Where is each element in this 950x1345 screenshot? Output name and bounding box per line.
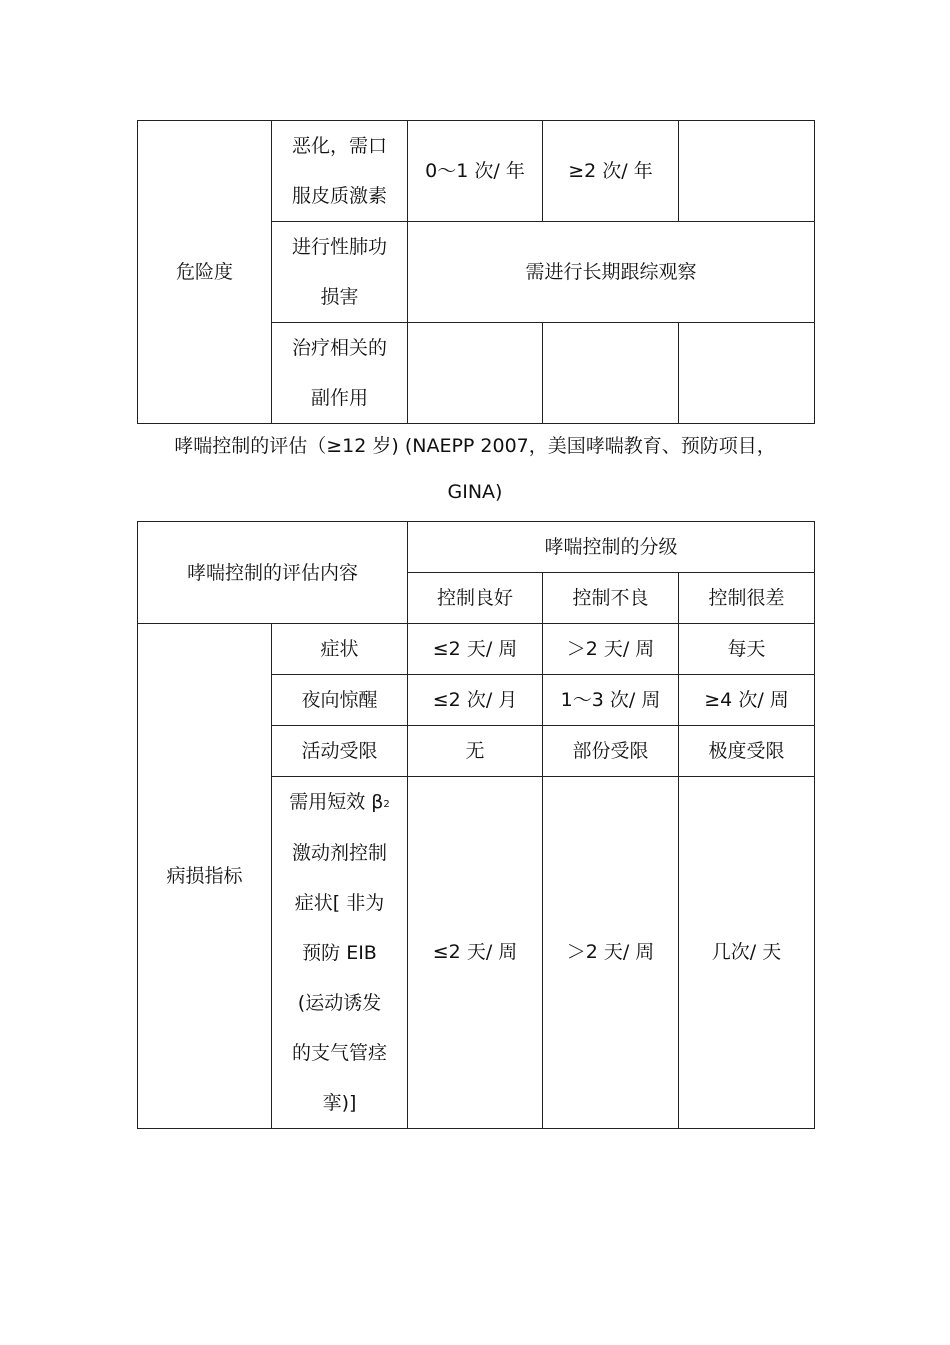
- very-poor-cell: [679, 777, 815, 1129]
- poor-cell: [543, 726, 679, 777]
- risk-good-value: 0～1 次/ 年: [425, 160, 525, 182]
- poor-header-label: 控制不良: [572, 587, 649, 609]
- poor-value: 部份受限: [572, 740, 649, 762]
- item-line: 激动剂控制: [292, 841, 388, 864]
- good-value: ≤2 天/ 周: [432, 638, 518, 660]
- risk-item-cell: [272, 121, 408, 222]
- item-label: 夜向惊醒: [301, 689, 378, 711]
- very-poor-cell: [679, 624, 815, 675]
- poor-value: ＞2 天/ 周: [566, 941, 655, 964]
- very-poor-value: 几次/ 天: [711, 941, 782, 964]
- poor-header-cell: [543, 573, 679, 624]
- risk-item-line: 进行性肺功: [291, 236, 387, 258]
- poor-value: ＞2 天/ 周: [566, 638, 655, 660]
- very-poor-cell: [679, 675, 815, 726]
- risk-good-cell: [408, 323, 543, 424]
- impairment-category-cell: [138, 624, 272, 1129]
- risk-very-poor-cell: [679, 121, 815, 222]
- good-value: ≤2 次/ 月: [432, 689, 518, 711]
- assessment-header-cell: [138, 522, 408, 624]
- risk-merged-cell: [408, 222, 815, 323]
- item-line: 预防 EIB: [302, 941, 377, 964]
- good-header-cell: [408, 573, 543, 624]
- risk-item-line: 服皮质激素: [291, 185, 387, 207]
- risk-category-label: 危险度: [175, 261, 233, 283]
- beta-subscript: 2: [383, 798, 390, 810]
- risk-item-line: 副作用: [310, 387, 368, 409]
- item-cell: [272, 675, 408, 726]
- risk-item-cell: [272, 323, 408, 424]
- very-poor-value: 每天: [727, 638, 766, 660]
- item-line: 的支气管痉: [292, 1041, 388, 1064]
- table-caption-line2: GINA): [447, 481, 503, 503]
- poor-value: 1～3 次/ 周: [560, 689, 661, 711]
- poor-cell: [543, 624, 679, 675]
- control-header-row: [138, 522, 815, 573]
- item-cell: [272, 624, 408, 675]
- table-caption-line1: 哮喘控制的评估（≥12 岁) (NAEPP 2007，美国哮喘教育、预防项目，: [174, 435, 776, 457]
- poor-cell: [543, 777, 679, 1129]
- risk-item-line: 恶化，需口: [291, 135, 387, 157]
- item-line: 症状[ 非为: [294, 891, 385, 914]
- grading-header-cell: [408, 522, 815, 573]
- item-label: 活动受限: [301, 740, 378, 762]
- risk-item-line: 治疗相关的: [291, 337, 387, 359]
- control-table: [137, 521, 815, 1129]
- risk-very-poor-cell: [679, 323, 815, 424]
- very-poor-header-cell: [679, 573, 815, 624]
- item-label: 症状: [320, 638, 359, 660]
- very-poor-cell: [679, 726, 815, 777]
- item-line-text: 需用短效 β: [289, 791, 384, 813]
- assessment-header-label: 哮喘控制的评估内容: [187, 561, 359, 584]
- item-cell: [272, 777, 408, 1129]
- table-row: [138, 624, 815, 675]
- good-value: 无: [465, 740, 485, 762]
- risk-item-line: 损害: [320, 286, 359, 308]
- grading-header-label: 哮喘控制的分级: [544, 536, 678, 558]
- risk-item-cell: [272, 222, 408, 323]
- good-header-label: 控制良好: [437, 587, 514, 609]
- impairment-category-label: 病损指标: [166, 864, 243, 887]
- risk-merged-value: 需进行长期跟综观察: [525, 261, 697, 283]
- risk-poor-cell: [543, 121, 679, 222]
- item-cell: [272, 726, 408, 777]
- poor-cell: [543, 675, 679, 726]
- good-value: ≤2 天/ 周: [432, 941, 518, 964]
- risk-good-cell: [408, 121, 543, 222]
- very-poor-value: ≥4 次/ 周: [704, 689, 789, 711]
- good-cell: [408, 624, 543, 675]
- item-line: (运动诱发: [297, 991, 382, 1014]
- good-cell: [408, 726, 543, 777]
- risk-table: [137, 120, 815, 424]
- risk-row-exacerbation: [138, 121, 815, 222]
- very-poor-value: 极度受限: [708, 740, 785, 762]
- risk-poor-value: ≥2 次/ 年: [568, 160, 653, 182]
- very-poor-header-label: 控制很差: [708, 587, 785, 609]
- item-line: [278, 777, 401, 828]
- risk-category-cell: [138, 121, 272, 424]
- good-cell: [408, 675, 543, 726]
- risk-poor-cell: [543, 323, 679, 424]
- item-line: 挛)]: [322, 1091, 357, 1114]
- good-cell: [408, 777, 543, 1129]
